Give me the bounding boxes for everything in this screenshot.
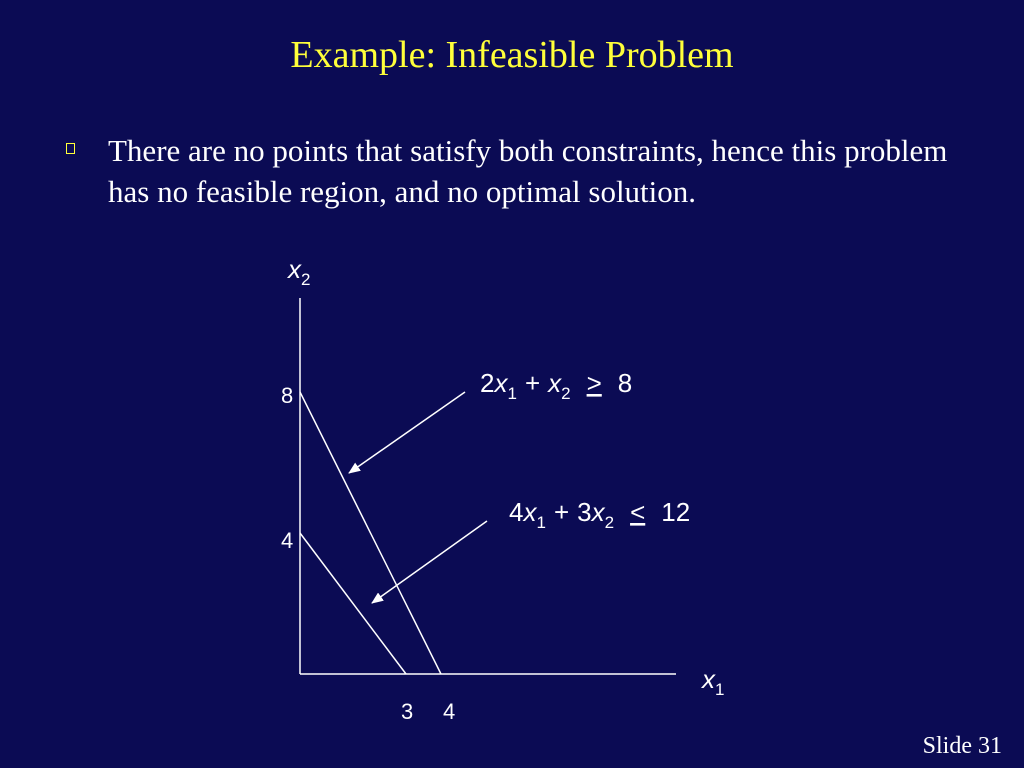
x-tick-label: 4 xyxy=(443,699,456,724)
y-tick-label: 4 xyxy=(281,528,294,553)
x-tick-label: 3 xyxy=(401,699,414,724)
y-axis-label: $x_2$ xyxy=(288,254,311,289)
constraint-2-label: $4x_1 + 3x_2 < 12$ xyxy=(509,497,691,532)
constraint-line-2x1-plus-x2 xyxy=(300,392,441,674)
bullet-text: There are no points that satisfy both constraints, hence this problem has no feasible region, and no optimal solution. xyxy=(108,133,948,209)
constraint-line-4x1-plus-3x2 xyxy=(300,533,406,674)
arrow-to-constraint-2 xyxy=(372,521,487,603)
arrow-to-constraint-1 xyxy=(349,392,465,473)
x-axis-label: $x_1$ xyxy=(702,664,725,699)
slide-number: Slide 31 xyxy=(922,733,1002,759)
y-tick-label: 8 xyxy=(281,383,294,408)
slide-title: Example: Infeasible Problem xyxy=(290,34,734,76)
constraint-1-label: $2x_1 + x_2 > 8$ xyxy=(480,368,633,403)
